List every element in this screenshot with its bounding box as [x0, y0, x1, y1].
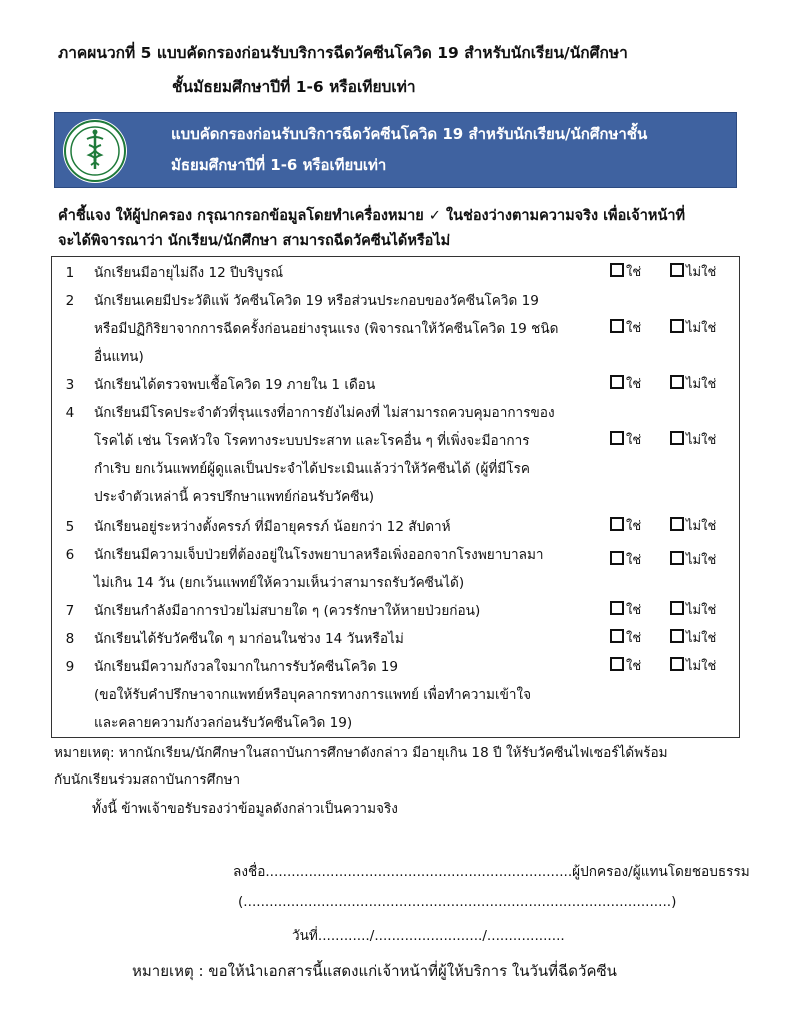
option-yes[interactable]	[610, 601, 641, 623]
answer-options	[610, 431, 736, 453]
checkbox-label-no: ไม่ใช่	[686, 321, 717, 336]
guardian-signature-line[interactable]: ลงชื่อ.......................................................................ผู้ปกครอง/ผู้แทนโดยชอบธรรม	[233, 864, 750, 880]
option-no[interactable]	[670, 263, 716, 285]
question-text	[94, 287, 614, 371]
question-text-line: นักเรียนมีโรคประจำตัวที่รุนแรงที่อาการยังไม่คงที่ ไม่สามารถควบคุมอาการของ	[94, 405, 555, 421]
checkbox-label-yes: ใช่	[626, 433, 642, 448]
option-yes[interactable]	[610, 431, 641, 453]
question-text-line: นักเรียนเคยมีประวัติแพ้ วัคซีนโควิด 19 หรือส่วนประกอบของวัคซีนโควิด 19	[94, 293, 539, 309]
appendix-title-line1: ภาคผนวกที่ 5 แบบคัดกรองก่อนรับบริการฉีดวัคซีนโควิด 19 สำหรับนักเรียน/นักศึกษา	[58, 44, 628, 62]
instructions-line2: จะได้พิจารณาว่า นักเรียน/นักศึกษา สามารถฉีดวัคซีนได้หรือไม่	[58, 233, 451, 249]
question-text	[94, 399, 614, 511]
checkbox-label-yes: ใช่	[626, 321, 642, 336]
question-text-line: กำเริบ ยกเว้นแพทย์ผู้ดูแลเป็นประจำได้ประเมินแล้วว่าให้วัคซีนได้ (ผู้ที่มีโรค	[94, 461, 530, 477]
checkbox-label-no: ไม่ใช่	[686, 519, 717, 534]
question-text	[94, 597, 614, 625]
question-text-line: นักเรียนมีความกังวลใจมากในการรับวัคซีนโควิด 19	[94, 659, 399, 675]
checkbox-label-no: ไม่ใช่	[686, 631, 717, 646]
checkbox-no[interactable]	[670, 319, 684, 333]
question-text-line: อื่นแทน)	[94, 349, 144, 365]
option-yes[interactable]	[610, 551, 641, 573]
question-number: 7	[65, 603, 75, 619]
question-text	[94, 259, 614, 287]
checkbox-no[interactable]	[670, 601, 684, 615]
option-no[interactable]	[670, 601, 716, 623]
checkbox-yes[interactable]	[610, 601, 624, 615]
checkbox-label-yes: ใช่	[626, 377, 642, 392]
question-number: 4	[65, 405, 75, 421]
option-yes[interactable]	[610, 629, 641, 651]
question-text-line: นักเรียนอยู่ระหว่างตั้งครรภ์ ที่มีอายุครรภ์ น้อยกว่า 12 สัปดาห์	[94, 519, 451, 535]
option-no[interactable]	[670, 551, 716, 573]
checkbox-yes[interactable]	[610, 319, 624, 333]
checkbox-yes[interactable]	[610, 517, 624, 531]
checkbox-label-no: ไม่ใช่	[686, 433, 717, 448]
answer-options	[610, 263, 736, 285]
checkbox-yes[interactable]	[610, 263, 624, 277]
question-text-line: โรคได้ เช่น โรคหัวใจ โรคทางระบบประสาท และโรคอื่น ๆ ที่เพิ่งจะมีอาการ	[94, 433, 530, 449]
checkbox-no[interactable]	[670, 657, 684, 671]
age-footnote-line1: หมายเหตุ: หากนักเรียน/นักศึกษาในสถาบันการศึกษาดังกล่าว มีอายุเกิน 18 ปี ให้รับวัคซีนไฟเซอร์ได้พร้อม	[54, 745, 668, 761]
appendix-title-line2: ชั้นมัธยมศึกษาปีที่ 1-6 หรือเทียบเท่า	[172, 78, 416, 96]
checkbox-no[interactable]	[670, 629, 684, 643]
question-text-line: หรือมีปฏิกิริยาจากการฉีดครั้งก่อนอย่างรุนแรง (พิจารณาให้วัคซีนโควิด 19 ชนิด	[94, 321, 559, 337]
question-text-line: นักเรียนกำลังมีอาการป่วยไม่สบายใด ๆ (ควรรักษาให้หายป่วยก่อน)	[94, 603, 481, 619]
checkbox-no[interactable]	[670, 517, 684, 531]
option-yes[interactable]	[610, 319, 641, 341]
checkbox-yes[interactable]	[610, 629, 624, 643]
question-text-line: (ขอให้รับคำปรึกษาจากแพทย์หรือบุคลากรทางการแพทย์ เพื่อทำความเข้าใจ	[94, 687, 532, 703]
question-text	[94, 653, 614, 737]
question-text	[94, 513, 614, 541]
checkbox-label-no: ไม่ใช่	[686, 659, 717, 674]
date-line[interactable]: วันที่............/........................./..................	[292, 928, 565, 944]
form-banner	[54, 112, 737, 188]
checkbox-yes[interactable]	[610, 657, 624, 671]
question-text-line: ไม่เกิน 14 วัน (ยกเว้นแพทย์ให้ความเห็นว่าสามารถรับวัคซีนได้)	[94, 575, 465, 591]
checkbox-no[interactable]	[670, 431, 684, 445]
banner-title-line2: มัธยมศึกษาปีที่ 1-6 หรือเทียบเท่า	[171, 156, 387, 174]
option-no[interactable]	[670, 517, 716, 539]
checkbox-label-yes: ใช่	[626, 659, 642, 674]
checkbox-label-yes: ใช่	[626, 631, 642, 646]
checkbox-label-yes: ใช่	[626, 553, 642, 568]
question-number: 3	[65, 377, 75, 393]
question-text-line: นักเรียนมีอายุไม่ถึง 12 ปีบริบูรณ์	[94, 265, 284, 281]
option-no[interactable]	[670, 629, 716, 651]
question-number: 9	[65, 659, 75, 675]
checkbox-yes[interactable]	[610, 375, 624, 389]
question-text-line: นักเรียนได้ตรวจพบเชื้อโควิด 19 ภายใน 1 เดือน	[94, 377, 376, 393]
option-yes[interactable]	[610, 263, 641, 285]
checkbox-label-no: ไม่ใช่	[686, 265, 717, 280]
question-number: 6	[65, 547, 75, 563]
ministry-of-public-health-seal-icon	[63, 119, 127, 183]
certification-statement: ทั้งนี้ ข้าพเจ้าขอรับรองว่าข้อมูลดังกล่าวเป็นความจริง	[92, 801, 398, 817]
answer-options	[610, 657, 736, 679]
checkbox-yes[interactable]	[610, 551, 624, 565]
age-footnote-line2: กับนักเรียนร่วมสถาบันการศึกษา	[54, 772, 241, 788]
answer-options	[610, 319, 736, 341]
question-text-line: และคลายความกังวลก่อนรับวัคซีนโควิด 19)	[94, 715, 353, 731]
banner-title	[171, 119, 726, 181]
checkbox-label-yes: ใช่	[626, 603, 642, 618]
instructions	[58, 204, 748, 254]
question-number: 8	[65, 631, 75, 647]
guardian-name-line[interactable]: (...................................................................................................)	[238, 894, 677, 910]
question-number: 2	[65, 293, 75, 309]
screening-questions-table	[51, 256, 740, 738]
question-text	[94, 541, 614, 597]
checkbox-label-no: ไม่ใช่	[686, 377, 717, 392]
answer-options	[610, 629, 736, 651]
question-text-line: ประจำตัวเหล่านี้ ควรปรึกษาแพทย์ก่อนรับวัคซีน)	[94, 489, 375, 505]
option-yes[interactable]	[610, 517, 641, 539]
question-text	[94, 371, 614, 399]
question-number: 1	[65, 265, 75, 281]
checkbox-label-no: ไม่ใช่	[686, 603, 717, 618]
answer-options	[610, 375, 736, 397]
question-text-line: นักเรียนได้รับวัคซีนใด ๆ มาก่อนในช่วง 14 วันหรือไม่	[94, 631, 404, 647]
question-text-line: นักเรียนมีความเจ็บป่วยที่ต้องอยู่ในโรงพยาบาลหรือเพิ่งออกจากโรงพยาบาลมา	[94, 547, 544, 563]
checkbox-label-yes: ใช่	[626, 519, 642, 534]
option-no[interactable]	[670, 319, 716, 341]
answer-options	[610, 601, 736, 623]
option-yes[interactable]	[610, 375, 641, 397]
option-no[interactable]	[670, 431, 716, 453]
appendix-title	[58, 36, 758, 104]
instructions-line1: คำชี้แจง ให้ผู้ปกครอง กรุณากรอกข้อมูลโดยทำเครื่องหมาย ✓ ในช่องว่างตามความจริง เพื่อเจ้าหน้าที่	[58, 208, 686, 224]
age-footnote	[54, 740, 744, 794]
question-number: 5	[65, 519, 75, 535]
option-no[interactable]	[670, 657, 716, 679]
checkbox-label-no: ไม่ใช่	[686, 553, 717, 568]
answer-options	[610, 517, 736, 539]
checkbox-no[interactable]	[670, 263, 684, 277]
checkbox-no[interactable]	[670, 551, 684, 565]
option-no[interactable]	[670, 375, 716, 397]
banner-title-line1: แบบคัดกรองก่อนรับบริการฉีดวัคซีนโควิด 19 สำหรับนักเรียน/นักศึกษาชั้น	[171, 125, 648, 143]
final-note: หมายเหตุ : ขอให้นำเอกสารนี้แสดงแก่เจ้าหน้าที่ผู้ให้บริการ ในวันที่ฉีดวัคซีน	[132, 962, 617, 980]
checkbox-label-yes: ใช่	[626, 265, 642, 280]
answer-options	[610, 551, 736, 573]
checkbox-yes[interactable]	[610, 431, 624, 445]
option-yes[interactable]	[610, 657, 641, 679]
checkbox-no[interactable]	[670, 375, 684, 389]
question-text	[94, 625, 614, 653]
